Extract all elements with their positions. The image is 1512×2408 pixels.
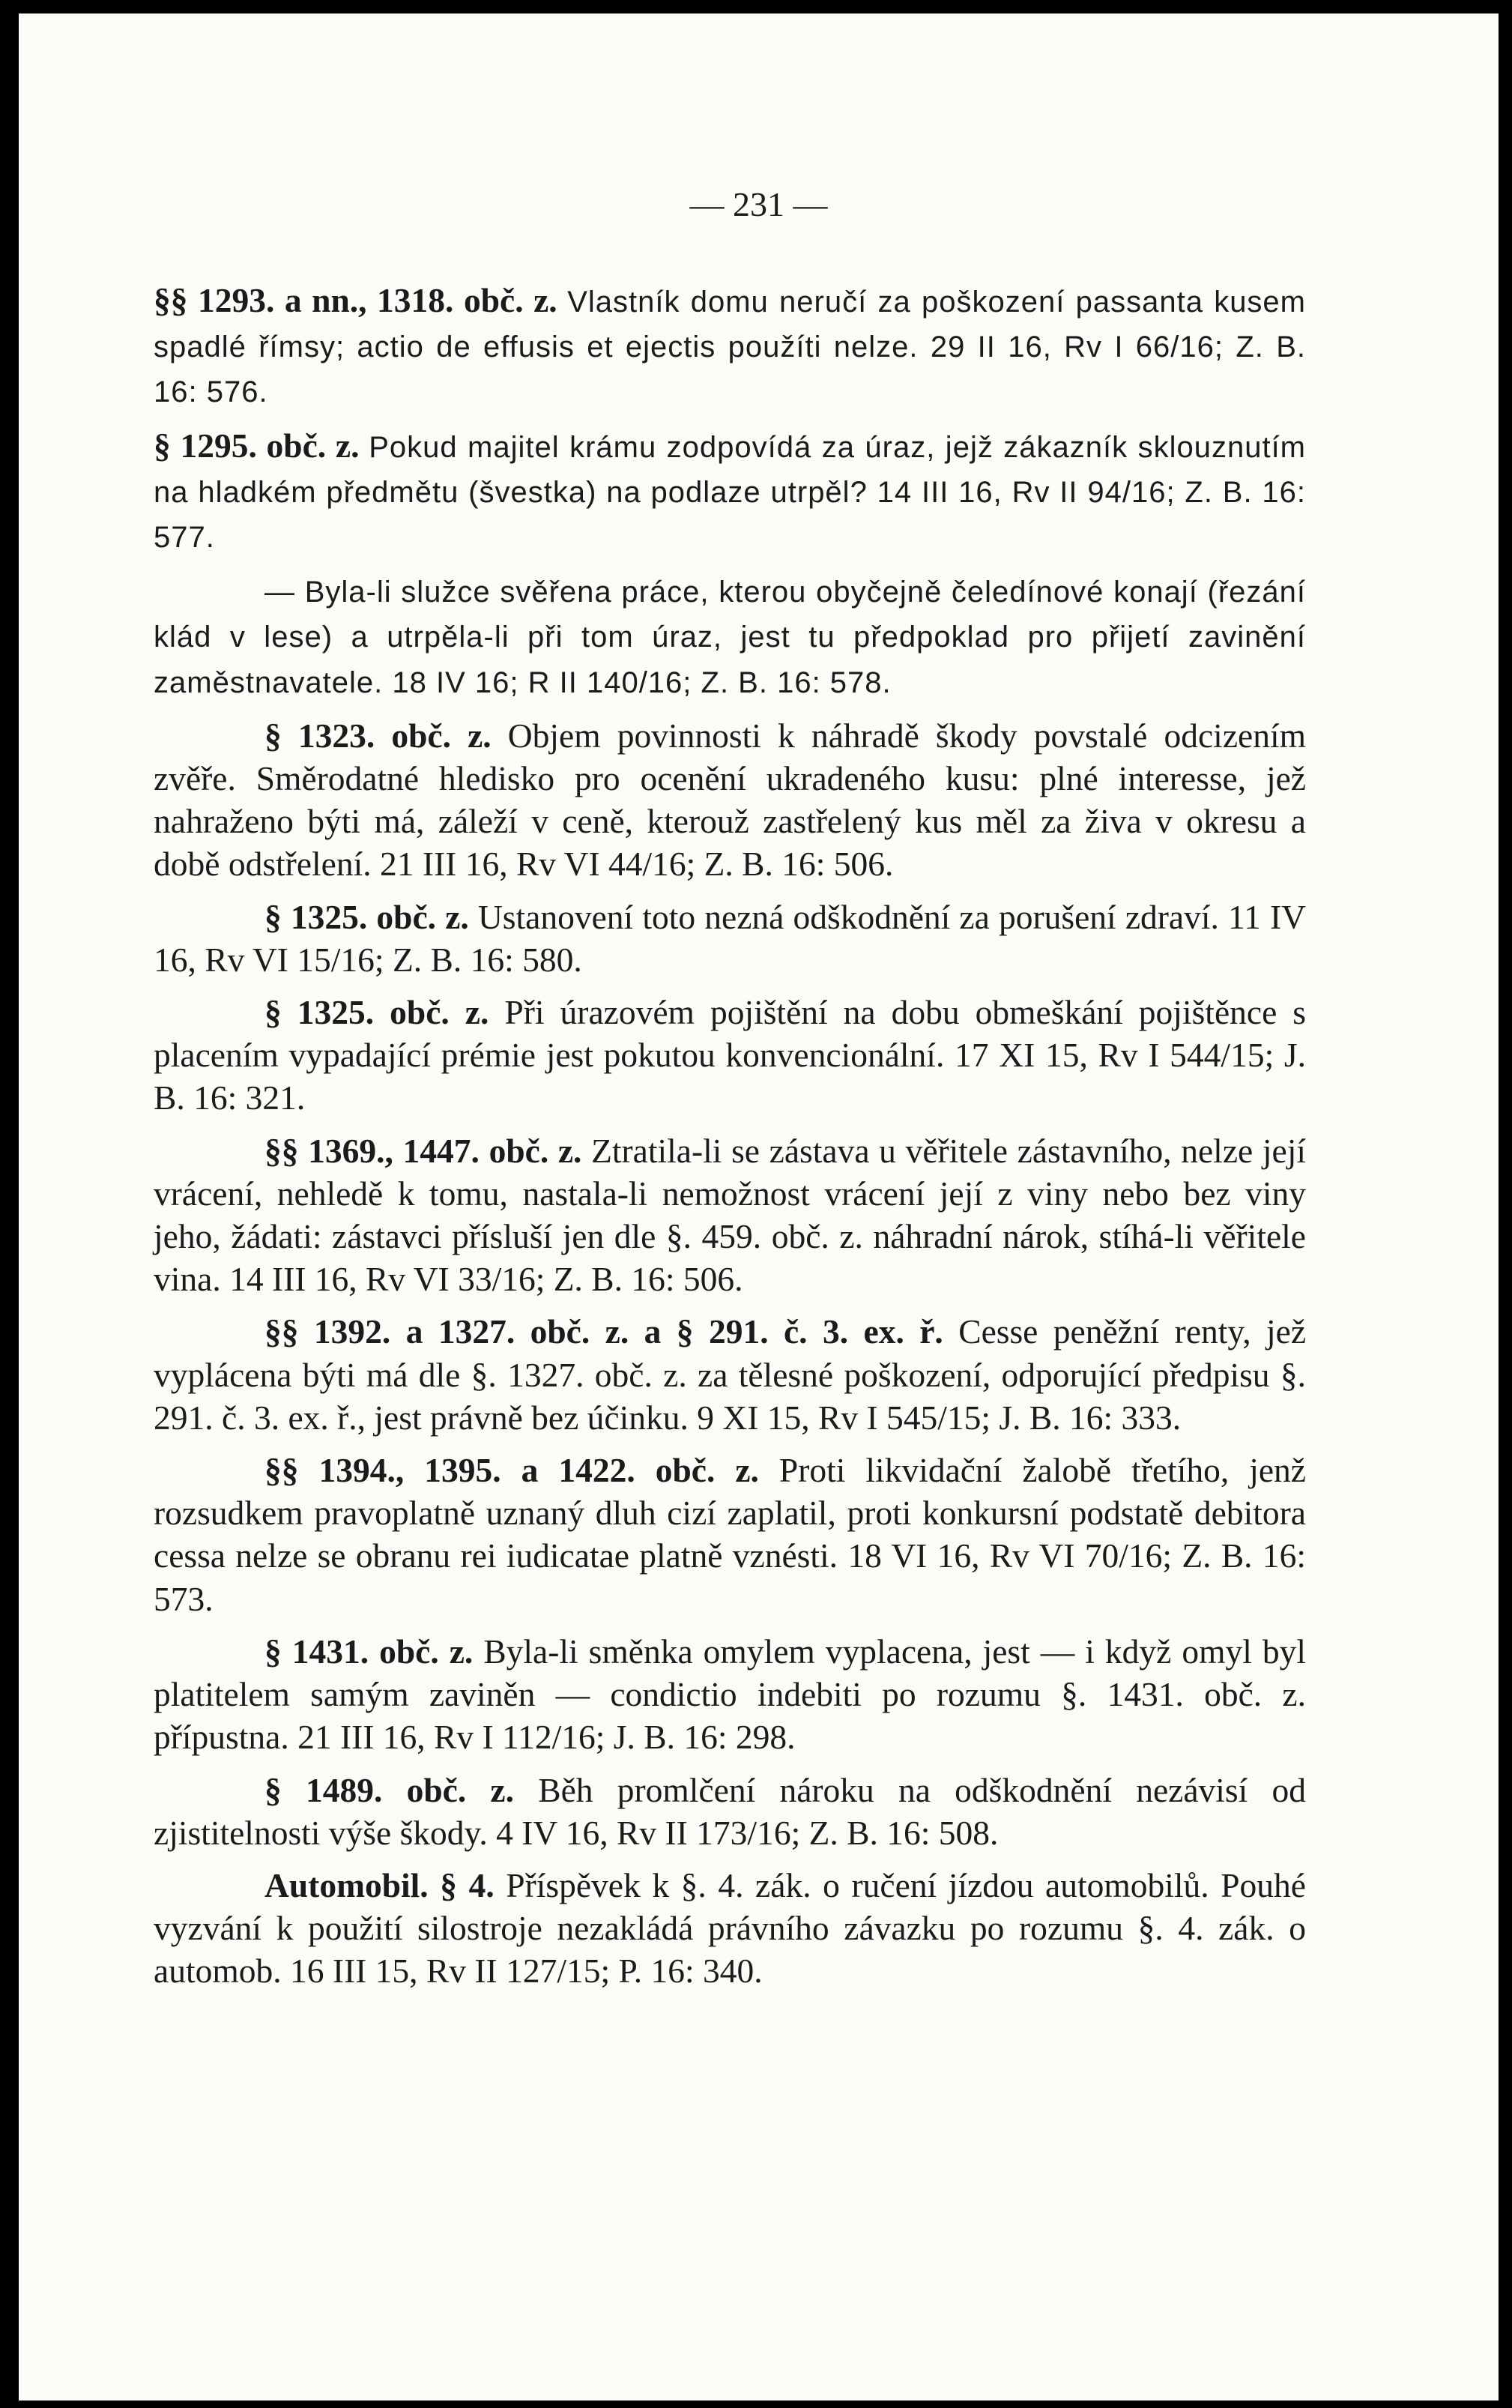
paragraph-reference: §§ 1369., 1447. obč. z. xyxy=(264,1131,582,1170)
paragraph-reference: § 1295. obč. z. xyxy=(154,426,360,465)
paragraph-reference: § 1489. obč. z. xyxy=(264,1770,514,1809)
paragraph-text: Při úrazovém pojištění na dobu obmeškání pojištěnce s placením vypadající prémie jest pokutou konvencionální. 17 XI 15, Rv I 544/15; J. B. 16: 321. xyxy=(154,993,1307,1117)
paragraph-text: Vlastník domu neručí za poškození passanta kusem spadlé římsy; actio de effusis et ejectis použíti nelze. 29 II 16, Rv I 66/16; Z. B. 16: 576. xyxy=(154,286,1307,409)
paragraph-1325-b xyxy=(154,991,1306,1120)
paragraph-1323 xyxy=(154,714,1306,886)
paragraph-reference: §§ 1394., 1395. a 1422. obč. z. xyxy=(264,1451,759,1490)
paragraph-reference: § 1431. obč. z. xyxy=(264,1632,474,1671)
paragraph-text: — Byla-li služce svěřena práce, kterou obyčejně čeledínové konají (řezání klád v lese) a utrpěla-li při tom úraz, jest tu předpoklad pro přijetí zavinění zaměstnavatele. 18 IV 16; R II 140/16; Z. B. 16: 578. xyxy=(154,576,1306,699)
paragraph-reference: § 1325. obč. z. xyxy=(264,993,489,1032)
paragraph-reference: § 1323. obč. z. xyxy=(264,716,492,755)
paragraph-text: Objem povinnosti k náhradě škody povstalé odcizením zvěře. Směrodatné hledisko pro ocenění ukradeného kusu: plné interesse, jež nahraženo býti má, záleží v ceně, kterouž zastřelený kus měl za živa v okresu a době odstřelení. 21 III 16, Rv VI 44/16; Z. B. 16: 506. xyxy=(154,716,1306,884)
paragraph-text: Cesse peněžní renty, jež vyplácena býti má dle §. 1327. obč. z. za tělesné poškození, odporující předpisu §. 291. č. 3. ex. ř., jest právně bez účinku. 9 XI 15, Rv I 545/15; J. B. 16: 333. xyxy=(154,1312,1307,1437)
paragraph-1431 xyxy=(154,1630,1306,1759)
paragraph-1369 xyxy=(154,1129,1306,1301)
paragraph-1295 xyxy=(154,424,1306,560)
paragraph-1325-a xyxy=(154,896,1306,981)
paragraph-1394 xyxy=(154,1449,1306,1620)
text-body xyxy=(154,279,1306,2003)
paragraph-1489 xyxy=(154,1769,1306,1854)
paragraph-1392 xyxy=(154,1310,1306,1439)
page-number: — 231 — xyxy=(689,185,828,223)
paragraph-text: Příspěvek k §. 4. zák. o ručení jízdou automobilů. Pouhé vyzvání k použití silostroje nezakládá právního závazku po rozumu §. 4. zák. o automob. 16 III 15, Rv II 127/15; P. 16: 340. xyxy=(154,1865,1306,1991)
paragraph-reference: § 1325. obč. z. xyxy=(264,897,469,936)
paragraph-text: Pokud majitel krámu zodpovídá za úraz, jejž zákazník sklouznutím na hladkém předmětu (švestka) na podlaze utrpěl? 14 III 16, Rv II 94/16; Z. B. 16: 577. xyxy=(154,430,1306,555)
paragraph-reference: §§ 1392. a 1327. obč. z. a § 291. č. 3. ex. ř. xyxy=(264,1312,943,1351)
paragraph-1293 xyxy=(154,279,1306,414)
paragraph-text: Ztratila-li se zástava u věřitele zástavního, nelze její vrácení, nehledě k tomu, nastala-li nemožnost vrácení její z viny nebo bez viny jeho, žádati: zástavci přísluší jen dle §. 459. obč. z. náhradní nárok, stíhá-li věřitele vina. 14 III 16, Rv VI 33/16; Z. B. 16: 506. xyxy=(154,1131,1306,1299)
document-page xyxy=(19,13,1499,2401)
paragraph-text: Běh promlčení nároku na odškodnění nezávisí od zjistitelnosti výše škody. 4 IV 16, Rv II 173/16; Z. B. 16: 508. xyxy=(154,1770,1307,1852)
paragraph-text: Byla-li směnka omylem vyplacena, jest — i když omyl byl platitelem samým zaviněn — condictio indebiti po rozumu §. 1431. obč. z. přípustna. 21 III 16, Rv I 112/16; J. B. 16: 298. xyxy=(154,1632,1306,1757)
paragraph-text: Proti likvidační žalobě třetího, jenž rozsudkem pravoplatně uznaný dluh cizí zaplatil, proti konkursní podstatě debitora cessa nelze se obranu rei iudicatae platně vznésti. 18 VI 16, Rv VI 70/16; Z. B. 16: 573. xyxy=(154,1451,1306,1618)
paragraph-reference: §§ 1293. a nn., 1318. obč. z. xyxy=(154,281,557,319)
paragraph-automobil xyxy=(154,1864,1306,1993)
paragraph-reference: Automobil. § 4. xyxy=(264,1865,495,1904)
paragraph-text: Ustanovení toto nezná odškodnění za porušení zdraví. 11 IV 16, Rv VI 15/16; Z. B. 16: 580. xyxy=(154,897,1307,979)
paragraph-1295-continued xyxy=(154,569,1306,704)
